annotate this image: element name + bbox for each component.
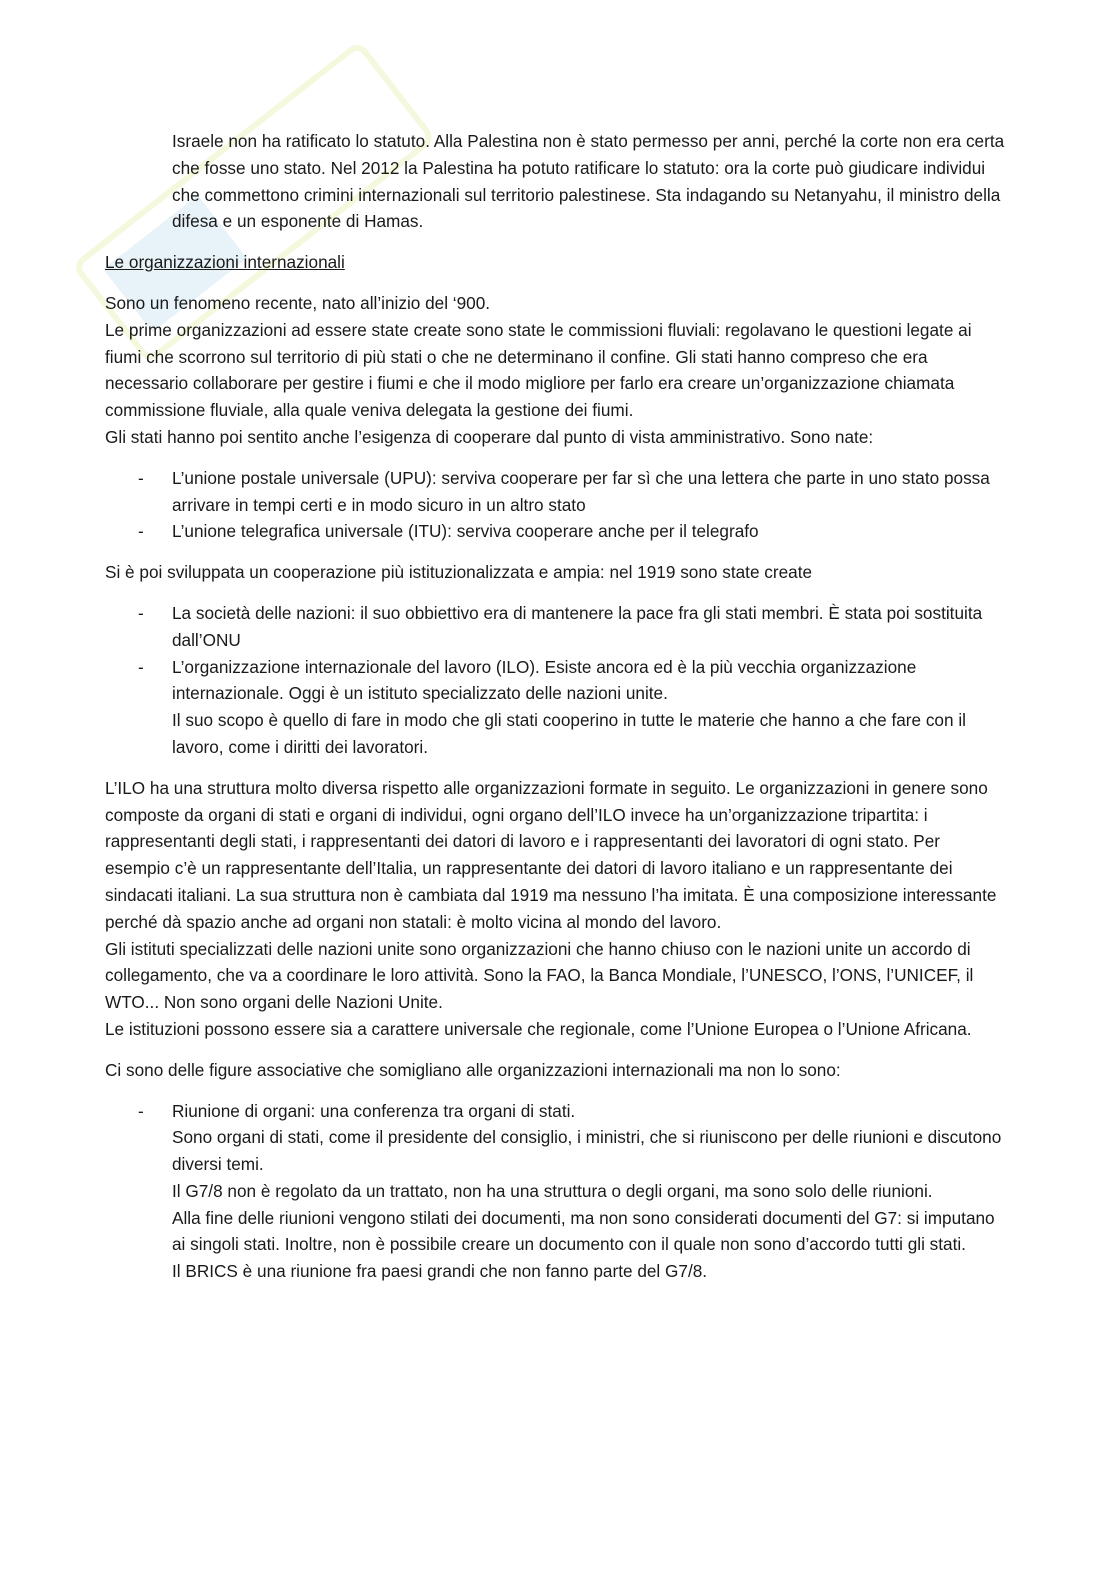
list-item	[105, 1098, 1005, 1286]
list-item: - La società delle nazioni: il suo obbiettivo era di mantenere la pace fra gli stati membri. È stata poi sostituita dall’ONU	[105, 600, 1005, 654]
list-item	[105, 654, 1005, 761]
meeting-of-organs: - Riunione di organi: una conferenza tra organi di stati.	[172, 1100, 576, 1121]
g7-description: Il G7/8 non è regolato da un trattato, non ha una struttura o degli organi, ma sono solo delle riunioni.	[172, 1180, 933, 1201]
paragraph-1919: Si è poi sviluppata un cooperazione più istituzionalizzata e ampia: nel 1919 sono state create	[105, 562, 813, 583]
intro-paragraph: Israele non ha ratificato lo statuto. Alla Palestina non è stato permesso per anni, perché la corte non era certa che fosse uno stato. Nel 2012 la Palestina ha potuto ratificare lo statuto: ora la corte può giudicare individui che commettono crimini internazionali sul territorio palestinese. Sta indagando su Netanyahu, il ministro della difesa e un esponente di Hamas.	[172, 131, 1005, 232]
list-item: - L’unione postale universale (UPU): serviva cooperare per far sì che una lettera che parte in uno stato possa arrivare in tempi certi e in modo sicuro in un altro stato	[105, 465, 1005, 519]
section-title: Le organizzazioni internazionali	[105, 252, 345, 273]
document-page	[105, 128, 1005, 1285]
g7-documents: Alla fine delle riunioni vengono stilati dei documenti, ma non sono considerati documenti del G7: si imputano ai singoli stati. Inoltre, non è possibile creare un documento con il quale non sono d’accordo tutti gli stati.	[172, 1207, 995, 1255]
paragraph-universal-regional: Le istituzioni possono essere sia a carattere universale che regionale, come l’Unione Europea o l’Unione Africana.	[105, 1018, 972, 1039]
paragraph-origin: Sono un fenomeno recente, nato all’inizio del ‘900.	[105, 292, 491, 313]
paragraph-fluvial-commissions: Le prime organizzazioni ad essere state create sono state le commissioni fluviali: regolavano le questioni legate ai fiumi che scorrono sul territorio di più stati o che ne determinano il confine. Gli stati hanno compreso che era necessario collaborare per gestire i fiumi e che il modo migliore per farlo era creare un’organizzazione chiamata commissione fluviale, alla quale veniva delegata la gestione dei fiumi.	[105, 319, 972, 421]
paragraph-associative-figures: Ci sono delle figure associative che somigliano alle organizzazioni internazionali ma non lo sono:	[105, 1059, 841, 1080]
organizations-1919-list	[105, 600, 1005, 761]
paragraph-specialized-agencies: Gli istituti specializzati delle nazioni unite sono organizzazioni che hanno chiuso con le nazioni unite un accordo di collegamento, che va a coordinare le loro attività. Sono la FAO, la Banca Mondiale, l’UNESCO, l’ONS, l’UNICEF, il WTO... Non sono organi delle Nazioni Unite.	[105, 938, 974, 1013]
paragraph-ilo-structure: L’ILO ha una struttura molto diversa rispetto alle organizzazioni formate in seguito. Le organizzazioni in genere sono composte da organi di stati e organi di individui, ogni organo dell’ILO invece ha un’organizzazione tripartita: i rappresentanti degli stati, i rappresentanti dei datori di lavoro e i rappresentanti dei lavoratori di ogni stato. Per esempio c’è un rappresentante dell’Italia, un rappresentante dei datori di lavoro italiano e un rappresentante dei sindacati italiani. La sua struttura non è cambiata dal 1919 ma nessuno l’ha imitata. È una composizione interessante perché dà spazio anche ad organi non statali: è molto vicina al mondo del lavoro.	[105, 777, 997, 932]
ilo-description: - L’organizzazione internazionale del lavoro (ILO). Esiste ancora ed è la più vecchia organizzazione internazionale. Oggi è un istituto specializzato delle nazioni unite.	[172, 656, 917, 704]
list-item: - L’unione telegrafica universale (ITU): serviva cooperare anche per il telegrafo	[105, 518, 1005, 545]
associative-figures-list	[105, 1098, 1005, 1286]
administrative-unions-list	[105, 465, 1005, 545]
ilo-purpose: Il suo scopo è quello di fare in modo che gli stati cooperino in tutte le materie che hanno a che fare con il lavoro, come i diritti dei lavoratori.	[172, 710, 966, 757]
paragraph-administrative: Gli stati hanno poi sentito anche l’esigenza di cooperare dal punto di vista amministrativo. Sono nate:	[105, 426, 874, 447]
meeting-description: Sono organi di stati, come il presidente del consiglio, i ministri, che si riuniscono per delle riunioni e discutono diversi temi.	[172, 1127, 1002, 1175]
brics-description: Il BRICS è una riunione fra paesi grandi che non fanno parte del G7/8.	[172, 1261, 708, 1282]
